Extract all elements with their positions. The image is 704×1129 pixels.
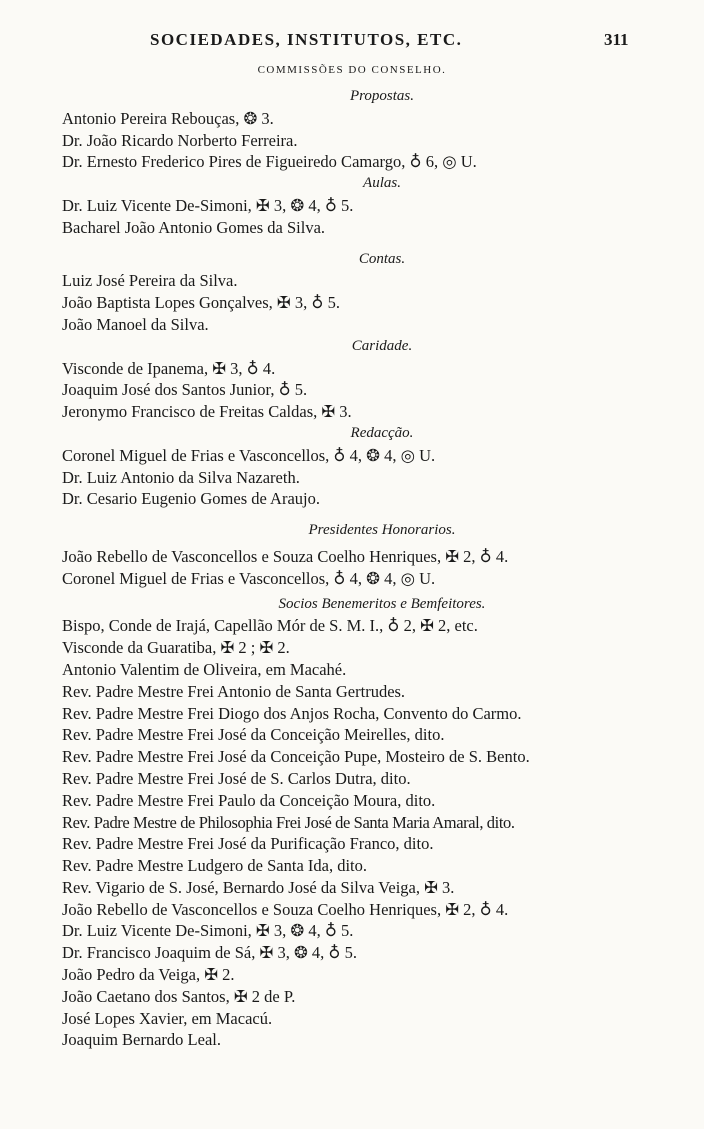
list-item: Jeronymo Francisco de Freitas Caldas, ✠ 3. bbox=[62, 402, 352, 422]
list-item: Coronel Miguel de Frias e Vasconcellos, ♁ 4, ❂ 4, ◎ U. bbox=[62, 568, 436, 588]
running-title: SOCIEDADES, INSTITUTOS, ETC. bbox=[150, 30, 463, 49]
list-item: Rev. Padre Mestre de Philosophia Frei José de Santa Maria Amaral, dito. bbox=[62, 812, 515, 832]
list-item: Dr. Francisco Joaquim de Sá, ✠ 3, ❂ 4, ♁ 5. bbox=[62, 943, 357, 963]
list-item: Joaquim José dos Santos Junior, ♁ 5. bbox=[62, 380, 308, 400]
list-item: Rev. Padre Mestre Frei Diogo dos Anjos Rocha, Convento do Carmo. bbox=[62, 703, 522, 723]
list-item: Visconde de Ipanema, ✠ 3, ♁ 4. bbox=[62, 358, 276, 378]
list-item: João Manoel da Silva. bbox=[62, 314, 209, 334]
list-item: Joaquim Bernardo Leal. bbox=[62, 1030, 221, 1050]
list-item: Rev. Padre Mestre Frei José da Conceição Meirelles, dito. bbox=[62, 725, 445, 745]
list-item: Bacharel João Antonio Gomes da Silva. bbox=[62, 217, 326, 237]
list-item: Dr. Luiz Vicente De-Simoni, ✠ 3, ❂ 4, ♁ 5. bbox=[62, 921, 354, 941]
content-body bbox=[62, 86, 662, 1051]
list-item: Dr. João Ricardo Norberto Ferreira. bbox=[62, 130, 298, 150]
list-item: Luiz José Pereira da Silva. bbox=[62, 271, 238, 291]
list-item: Dr. Luiz Antonio da Silva Nazareth. bbox=[62, 467, 300, 487]
list-item: Visconde da Guaratiba, ✠ 2 ; ✠ 2. bbox=[62, 638, 290, 658]
page-number: 311 bbox=[604, 30, 629, 49]
list-item: Dr. Luiz Vicente De-Simoni, ✠ 3, ❂ 4, ♁ 5. bbox=[62, 195, 354, 215]
list-item: Coronel Miguel de Frias e Vasconcellos, ♁ 4, ❂ 4, ◎ U. bbox=[62, 445, 436, 465]
section-heading: Propostas. bbox=[349, 88, 415, 104]
list-item: Rev. Padre Mestre Frei Paulo da Conceição Moura, dito. bbox=[62, 790, 436, 810]
list-item: Rev. Padre Mestre Frei José da Conceição Pupe, Mosteiro de S. Bento. bbox=[62, 747, 530, 767]
list-item: Antonio Valentim de Oliveira, em Macahé. bbox=[62, 659, 347, 679]
section-heading: Socios Benemeritos e Bemfeitores. bbox=[278, 595, 486, 612]
section-heading: Aulas. bbox=[363, 175, 401, 192]
list-item: João Rebello de Vasconcellos e Souza Coelho Henriques, ✠ 2, ♁ 4. bbox=[62, 899, 509, 919]
list-item: Dr. Cesario Eugenio Gomes de Araujo. bbox=[62, 489, 320, 509]
section-heading: Presidentes Honorarios. bbox=[308, 522, 456, 539]
section-heading: Caridade. bbox=[351, 337, 413, 354]
list-item: José Lopes Xavier, em Macacú. bbox=[62, 1008, 273, 1028]
list-item: Rev. Padre Mestre Frei José da Purificação Franco, dito. bbox=[62, 834, 434, 854]
section-heading: Redacção. bbox=[350, 424, 414, 441]
list-item: João Baptista Lopes Gonçalves, ✠ 3, ♁ 5. bbox=[62, 293, 340, 313]
list-item: Antonio Pereira Rebouças, ❂ 3. bbox=[62, 108, 274, 128]
list-item: João Caetano dos Santos, ✠ 2 de P. bbox=[62, 986, 296, 1006]
list-item: Bispo, Conde de Irajá, Capellão Mór de S. M. I., ♁ 2, ✠ 2, etc. bbox=[62, 616, 478, 636]
running-head bbox=[0, 30, 704, 52]
list-item: Rev. Padre Mestre Ludgero de Santa Ida, dito. bbox=[62, 856, 368, 876]
list-item: João Pedro da Veiga, ✠ 2. bbox=[62, 965, 235, 985]
page-subtitle: COMMISSÕES DO CONSELHO. bbox=[257, 64, 447, 76]
list-item: João Rebello de Vasconcellos e Souza Coelho Henriques, ✠ 2, ♁ 4. bbox=[62, 546, 509, 566]
list-item: Rev. Vigario de S. José, Bernardo José da Silva Veiga, ✠ 3. bbox=[62, 877, 455, 897]
list-item: Dr. Ernesto Frederico Pires de Figueiredo Camargo, ♁ 6, ◎ U. bbox=[62, 152, 477, 172]
list-item: Rev. Padre Mestre Frei Antonio de Santa Gertrudes. bbox=[62, 681, 406, 701]
list-item: Rev. Padre Mestre Frei José de S. Carlos Dutra, dito. bbox=[62, 768, 411, 788]
section-heading: Contas. bbox=[358, 250, 406, 267]
